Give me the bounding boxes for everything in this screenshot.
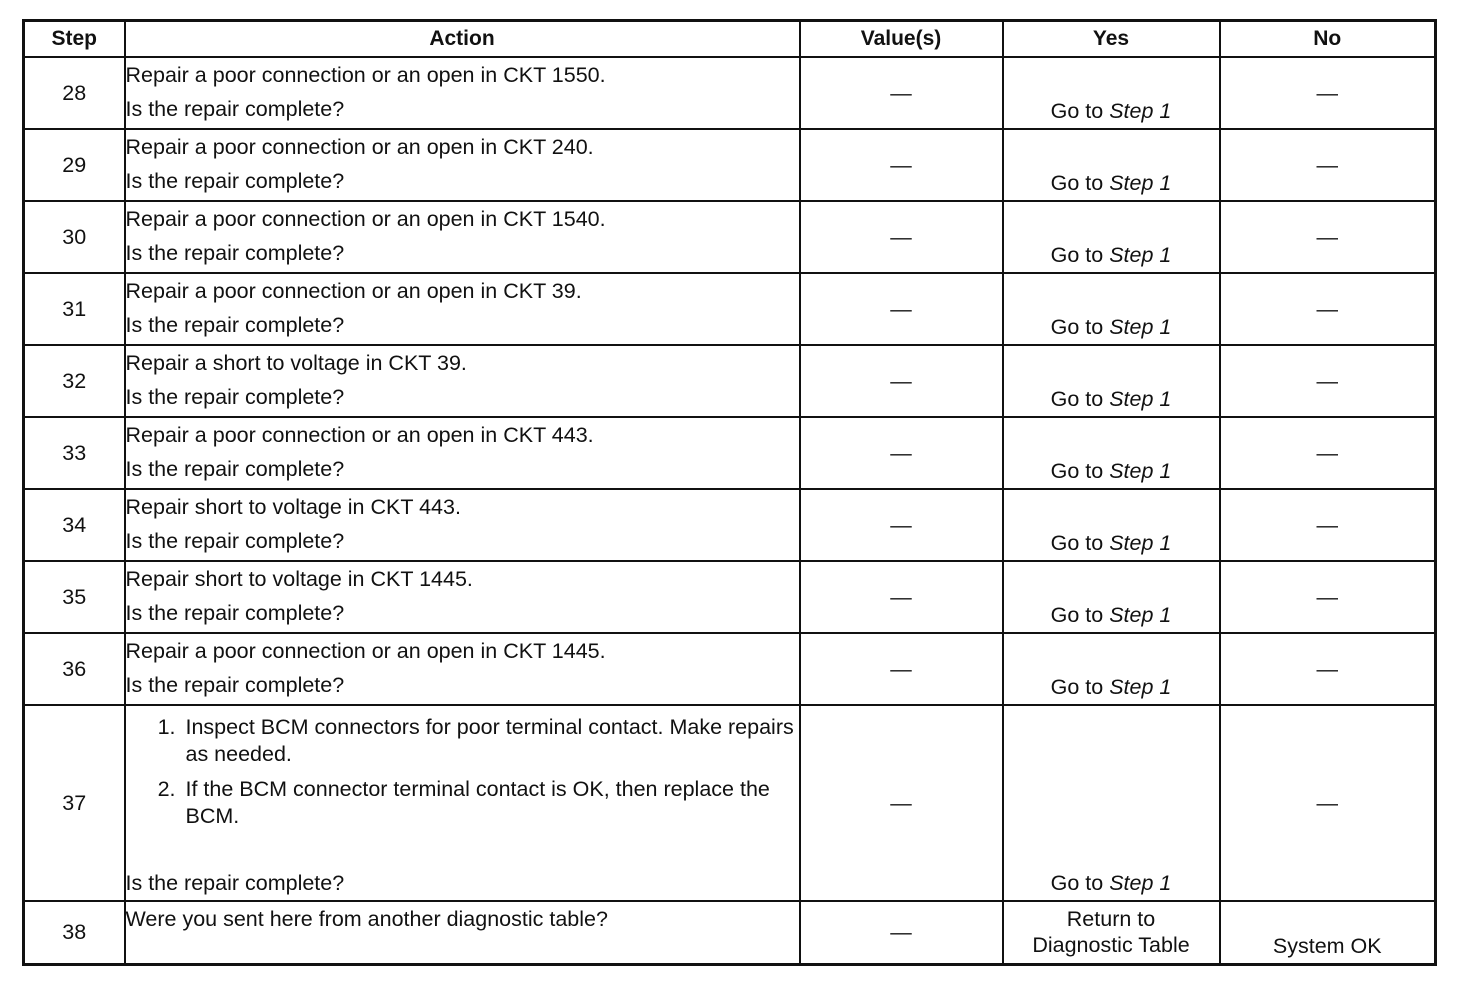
yes-prefix: Go to [1050, 603, 1104, 627]
yes-prefix: Go to [1050, 171, 1104, 195]
step-number: 35 [24, 561, 125, 633]
step-reference: Step 1 [1109, 675, 1172, 699]
table-row [24, 489, 1436, 561]
action-cell [125, 345, 800, 417]
action-list-item: 2. If the BCM connector terminal contact is OK, then replace the BCM. [182, 776, 799, 830]
values-cell: — [800, 57, 1003, 129]
action-question: Is the repair complete? [125, 241, 345, 265]
step-reference: Step 1 [1109, 871, 1172, 895]
header-action: Action [125, 21, 800, 58]
action-text: Repair a poor connection or an open in CKT 1540. [125, 207, 606, 231]
no-cell: — [1220, 705, 1436, 901]
action-cell [125, 201, 800, 273]
step-number: 37 [24, 705, 125, 901]
values-cell: — [800, 561, 1003, 633]
step-reference: Step 1 [1109, 171, 1172, 195]
action-list-item: 1. Inspect BCM connectors for poor terminal contact. Make repairs as needed. [182, 714, 799, 768]
table-row [24, 633, 1436, 705]
action-question: Is the repair complete? [125, 97, 345, 121]
yes-cell [1003, 489, 1220, 561]
step-reference: Step 1 [1109, 99, 1172, 123]
no-cell: — [1220, 201, 1436, 273]
table-header [24, 21, 1436, 58]
values-cell: — [800, 273, 1003, 345]
no-cell: System OK [1220, 901, 1436, 964]
yes-cell [1003, 57, 1220, 129]
yes-line-1: Return to [1066, 907, 1156, 932]
action-question: Is the repair complete? [125, 457, 345, 481]
no-cell: — [1220, 345, 1436, 417]
table-row [24, 201, 1436, 273]
step-number: 38 [24, 901, 125, 964]
step-reference: Step 1 [1109, 531, 1172, 555]
action-cell [125, 489, 800, 561]
action-text: Repair a poor connection or an open in CKT 1550. [125, 63, 606, 87]
step-reference: Step 1 [1109, 387, 1172, 411]
yes-line-2: Diagnostic Table [1032, 933, 1190, 958]
table-row [24, 129, 1436, 201]
yes-cell [1003, 201, 1220, 273]
no-cell: — [1220, 129, 1436, 201]
action-question: Is the repair complete? [125, 385, 345, 409]
yes-cell [1003, 561, 1220, 633]
no-cell: — [1220, 417, 1436, 489]
action-question: Is the repair complete? [125, 601, 345, 625]
action-text: Repair a short to voltage in CKT 39. [125, 351, 467, 375]
yes-prefix: Go to [1050, 675, 1104, 699]
yes-prefix: Go to [1050, 459, 1104, 483]
table-body [24, 57, 1436, 964]
header-step: Step [24, 21, 125, 58]
action-text: Repair a poor connection or an open in CKT 443. [125, 423, 594, 447]
values-cell: — [800, 901, 1003, 964]
yes-prefix: Go to [1050, 387, 1104, 411]
no-cell: — [1220, 57, 1436, 129]
action-cell [125, 129, 800, 201]
yes-cell [1003, 705, 1220, 901]
action-question: Is the repair complete? [125, 169, 345, 193]
yes-prefix: Go to [1050, 243, 1104, 267]
header-no: No [1220, 21, 1436, 58]
table-row [24, 561, 1436, 633]
table-row [24, 57, 1436, 129]
step-number: 29 [24, 129, 125, 201]
action-text: Were you sent here from another diagnostic table? [125, 907, 608, 931]
header-values: Value(s) [800, 21, 1003, 58]
table-row [24, 705, 1436, 901]
action-cell [125, 705, 800, 901]
step-number: 30 [24, 201, 125, 273]
action-cell [125, 561, 800, 633]
action-cell [125, 417, 800, 489]
table-row [24, 901, 1436, 964]
action-text: Repair short to voltage in CKT 1445. [125, 567, 473, 591]
values-cell: — [800, 633, 1003, 705]
values-cell: — [800, 489, 1003, 561]
yes-cell [1003, 417, 1220, 489]
step-number: 33 [24, 417, 125, 489]
step-reference: Step 1 [1109, 459, 1172, 483]
header-yes: Yes [1003, 21, 1220, 58]
action-list [126, 714, 799, 838]
table-row [24, 417, 1436, 489]
step-number: 32 [24, 345, 125, 417]
diagnostic-table [22, 19, 1437, 966]
values-cell: — [800, 129, 1003, 201]
action-text: Repair a poor connection or an open in CKT 240. [125, 135, 594, 159]
no-cell: — [1220, 489, 1436, 561]
step-reference: Step 1 [1109, 603, 1172, 627]
step-number: 31 [24, 273, 125, 345]
action-cell [125, 273, 800, 345]
yes-prefix: Go to [1050, 531, 1104, 555]
yes-prefix: Go to [1050, 871, 1104, 895]
action-cell [125, 57, 800, 129]
action-text: Repair a poor connection or an open in CKT 39. [125, 279, 582, 303]
no-cell: — [1220, 633, 1436, 705]
action-question: Is the repair complete? [125, 673, 345, 697]
values-cell: — [800, 417, 1003, 489]
step-reference: Step 1 [1109, 243, 1172, 267]
action-question: Is the repair complete? [125, 871, 345, 895]
step-number: 36 [24, 633, 125, 705]
values-cell: — [800, 201, 1003, 273]
action-text: Repair short to voltage in CKT 443. [125, 495, 461, 519]
yes-prefix: Go to [1050, 315, 1104, 339]
yes-cell [1003, 901, 1220, 964]
step-reference: Step 1 [1109, 315, 1172, 339]
action-cell [125, 633, 800, 705]
yes-prefix: Go to [1050, 99, 1104, 123]
yes-cell [1003, 633, 1220, 705]
no-cell: — [1220, 273, 1436, 345]
action-question: Is the repair complete? [125, 313, 345, 337]
table-row [24, 345, 1436, 417]
yes-cell [1003, 345, 1220, 417]
step-number: 28 [24, 57, 125, 129]
values-cell: — [800, 345, 1003, 417]
yes-cell [1003, 273, 1220, 345]
action-question: Is the repair complete? [125, 529, 345, 553]
step-number: 34 [24, 489, 125, 561]
no-cell: — [1220, 561, 1436, 633]
table-row [24, 273, 1436, 345]
action-text: Repair a poor connection or an open in CKT 1445. [125, 639, 606, 663]
values-cell: — [800, 705, 1003, 901]
yes-cell [1003, 129, 1220, 201]
action-cell [125, 901, 800, 964]
